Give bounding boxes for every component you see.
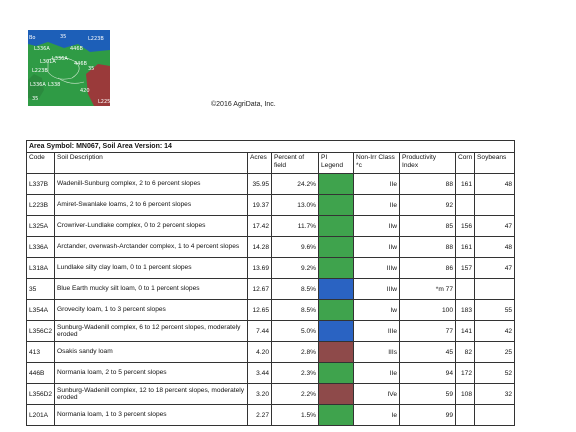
- cell-soil-description: Blue Earth mucky silt loam, 0 to 1 percent slopes: [55, 279, 248, 300]
- cell-percent-of-field: 2.2%: [272, 384, 319, 405]
- cell-code: L356C2: [27, 321, 55, 342]
- cell-soil-description: Osakis sandy loam: [55, 342, 248, 363]
- map-label: 446B: [74, 61, 87, 67]
- cell-corn: [456, 195, 475, 216]
- cell-acres: 19.37: [248, 195, 272, 216]
- cell-acres: 17.42: [248, 216, 272, 237]
- cell-percent-of-field: 5.0%: [272, 321, 319, 342]
- map-label: L338: [48, 82, 61, 88]
- cell-corn: 141: [456, 321, 475, 342]
- cell-code: L318A: [27, 258, 55, 279]
- map-label: 420: [80, 88, 90, 94]
- pi-legend-swatch: [319, 237, 353, 257]
- pi-legend-swatch: [319, 300, 353, 320]
- pi-legend-swatch: [319, 279, 353, 299]
- header-corn: Corn: [456, 153, 475, 174]
- cell-corn: 156: [456, 216, 475, 237]
- cell-soil-description: Lundlake silty clay loam, 0 to 1 percent slopes: [55, 258, 248, 279]
- cell-acres: 14.28: [248, 237, 272, 258]
- cell-code: L337B: [27, 174, 55, 195]
- map-label: Bo: [29, 35, 36, 41]
- header-productivity-index: Productivity Index: [400, 153, 456, 174]
- cell-soybeans: 48: [475, 237, 515, 258]
- cell-pi-legend: [319, 300, 354, 321]
- header-soybeans: Soybeans: [475, 153, 515, 174]
- pi-legend-swatch: [319, 258, 353, 278]
- header-pi-legend: PI Legend: [319, 153, 354, 174]
- cell-corn: [456, 405, 475, 426]
- cell-productivity-index: 92: [400, 195, 456, 216]
- soil-table: [26, 140, 515, 426]
- cell-soil-description: Sunburg-Wadenill complex, 6 to 12 percent slopes, moderately eroded: [55, 321, 248, 342]
- cell-soybeans: 47: [475, 258, 515, 279]
- cell-pi-legend: [319, 258, 354, 279]
- cell-percent-of-field: 9.2%: [272, 258, 319, 279]
- cell-soil-description: Arctander, overwash-Arctander complex, 1 to 4 percent slopes: [55, 237, 248, 258]
- table-row: [27, 363, 515, 384]
- cell-soybeans: 52: [475, 363, 515, 384]
- cell-non-irr-class: Ie: [354, 405, 400, 426]
- cell-percent-of-field: 11.7%: [272, 216, 319, 237]
- cell-percent-of-field: 8.5%: [272, 300, 319, 321]
- cell-pi-legend: [319, 279, 354, 300]
- cell-percent-of-field: 1.5%: [272, 405, 319, 426]
- soil-map: [28, 30, 114, 106]
- cell-productivity-index: 45: [400, 342, 456, 363]
- cell-non-irr-class: IIIe: [354, 321, 400, 342]
- cell-corn: [456, 279, 475, 300]
- header-soil-description: Soil Description: [55, 153, 248, 174]
- map-label: L336A: [52, 56, 68, 62]
- cell-code: 446B: [27, 363, 55, 384]
- table-row: [27, 237, 515, 258]
- cell-percent-of-field: 8.5%: [272, 279, 319, 300]
- cell-soil-description: Wadenill-Sunburg complex, 2 to 6 percent slopes: [55, 174, 248, 195]
- cell-pi-legend: [319, 321, 354, 342]
- cell-code: L354A: [27, 300, 55, 321]
- cell-productivity-index: 85: [400, 216, 456, 237]
- cell-percent-of-field: 24.2%: [272, 174, 319, 195]
- cell-non-irr-class: IIw: [354, 237, 400, 258]
- table-row: [27, 279, 515, 300]
- pi-legend-swatch: [319, 342, 353, 362]
- cell-non-irr-class: IIw: [354, 216, 400, 237]
- cell-acres: 12.65: [248, 300, 272, 321]
- cell-pi-legend: [319, 237, 354, 258]
- pi-legend-swatch: [319, 384, 353, 404]
- cell-percent-of-field: 2.3%: [272, 363, 319, 384]
- cell-soil-description: Sunburg-Wadenill complex, 12 to 18 percent slopes, moderately eroded: [55, 384, 248, 405]
- cell-soybeans: 25: [475, 342, 515, 363]
- pi-legend-swatch: [319, 216, 353, 236]
- table-row: [27, 258, 515, 279]
- cell-code: 35: [27, 279, 55, 300]
- cell-non-irr-class: IIe: [354, 363, 400, 384]
- cell-acres: 12.67: [248, 279, 272, 300]
- cell-non-irr-class: IIe: [354, 174, 400, 195]
- header-acres: Acres: [248, 153, 272, 174]
- map-label: L301A: [40, 59, 56, 65]
- cell-pi-legend: [319, 216, 354, 237]
- cell-corn: 108: [456, 384, 475, 405]
- cell-pi-legend: [319, 342, 354, 363]
- cell-soybeans: 55: [475, 300, 515, 321]
- map-label: L225A: [98, 99, 114, 105]
- cell-code: L325A: [27, 216, 55, 237]
- cell-acres: 3.44: [248, 363, 272, 384]
- cell-corn: 161: [456, 174, 475, 195]
- cell-soybeans: 42: [475, 321, 515, 342]
- cell-soil-description: Grovecity loam, 1 to 3 percent slopes: [55, 300, 248, 321]
- header-code: Code: [27, 153, 55, 174]
- cell-code: 413: [27, 342, 55, 363]
- cell-pi-legend: [319, 405, 354, 426]
- cell-code: L356D2: [27, 384, 55, 405]
- cell-productivity-index: 86: [400, 258, 456, 279]
- pi-legend-swatch: [319, 405, 353, 425]
- cell-soybeans: 32: [475, 384, 515, 405]
- cell-code: L336A: [27, 237, 55, 258]
- pi-legend-swatch: [319, 321, 353, 341]
- cell-non-irr-class: IIIw: [354, 279, 400, 300]
- cell-acres: 13.69: [248, 258, 272, 279]
- cell-non-irr-class: Iw: [354, 300, 400, 321]
- map-label: 35: [88, 66, 95, 72]
- table-row: [27, 384, 515, 405]
- cell-soil-description: Crowriver-Lundlake complex, 0 to 2 percent slopes: [55, 216, 248, 237]
- cell-soybeans: [475, 405, 515, 426]
- cell-corn: 82: [456, 342, 475, 363]
- map-label: L336A: [30, 82, 46, 88]
- cell-productivity-index: 59: [400, 384, 456, 405]
- table-row: [27, 300, 515, 321]
- cell-percent-of-field: 13.0%: [272, 195, 319, 216]
- map-label: L336A: [34, 46, 50, 52]
- table-row: [27, 405, 515, 426]
- cell-corn: 172: [456, 363, 475, 384]
- cell-productivity-index: 99: [400, 405, 456, 426]
- cell-pi-legend: [319, 363, 354, 384]
- cell-non-irr-class: IIIs: [354, 342, 400, 363]
- cell-code: L223B: [27, 195, 55, 216]
- cell-percent-of-field: 9.6%: [272, 237, 319, 258]
- cell-code: L201A: [27, 405, 55, 426]
- cell-pi-legend: [319, 174, 354, 195]
- map-label: L223B: [32, 68, 48, 74]
- cell-pi-legend: [319, 384, 354, 405]
- table-row: [27, 216, 515, 237]
- cell-non-irr-class: IIe: [354, 195, 400, 216]
- cell-acres: 4.20: [248, 342, 272, 363]
- cell-soybeans: 48: [475, 174, 515, 195]
- cell-productivity-index: 94: [400, 363, 456, 384]
- cell-acres: 7.44: [248, 321, 272, 342]
- cell-percent-of-field: 2.8%: [272, 342, 319, 363]
- cell-corn: 157: [456, 258, 475, 279]
- cell-soybeans: [475, 195, 515, 216]
- cell-productivity-index: 77: [400, 321, 456, 342]
- table-row: [27, 342, 515, 363]
- cell-pi-legend: [319, 195, 354, 216]
- cell-acres: 35.95: [248, 174, 272, 195]
- cell-non-irr-class: IIIw: [354, 258, 400, 279]
- map-label: 446B: [70, 46, 83, 52]
- table-title: Area Symbol: MN067, Soil Area Version: 14: [27, 141, 515, 153]
- table-row: [27, 321, 515, 342]
- header-non-irr-class: Non-Irr Class *c: [354, 153, 400, 174]
- cell-productivity-index: 88: [400, 237, 456, 258]
- table-header-row: [27, 153, 515, 174]
- cell-soybeans: 47: [475, 216, 515, 237]
- pi-legend-swatch: [319, 363, 353, 383]
- cell-soybeans: [475, 279, 515, 300]
- cell-productivity-index: *m 77: [400, 279, 456, 300]
- copyright-text: ©2016 AgriData, Inc.: [211, 101, 276, 108]
- cell-productivity-index: 100: [400, 300, 456, 321]
- table-row: [27, 174, 515, 195]
- map-label: L223B: [88, 36, 104, 42]
- cell-soil-description: Normania loam, 1 to 3 percent slopes: [55, 405, 248, 426]
- pi-legend-swatch: [319, 195, 353, 215]
- pi-legend-swatch: [319, 174, 353, 194]
- cell-acres: 3.20: [248, 384, 272, 405]
- cell-corn: 161: [456, 237, 475, 258]
- table-row: [27, 195, 515, 216]
- cell-productivity-index: 88: [400, 174, 456, 195]
- header-percent-of-field: Percent of field: [272, 153, 319, 174]
- cell-corn: 183: [456, 300, 475, 321]
- map-label: 35: [60, 34, 67, 40]
- map-label: 35: [32, 96, 39, 102]
- table-title-row: [27, 141, 515, 153]
- cell-acres: 2.27: [248, 405, 272, 426]
- cell-non-irr-class: IVe: [354, 384, 400, 405]
- cell-soil-description: Amiret-Swanlake loams, 2 to 6 percent slopes: [55, 195, 248, 216]
- cell-soil-description: Normania loam, 2 to 5 percent slopes: [55, 363, 248, 384]
